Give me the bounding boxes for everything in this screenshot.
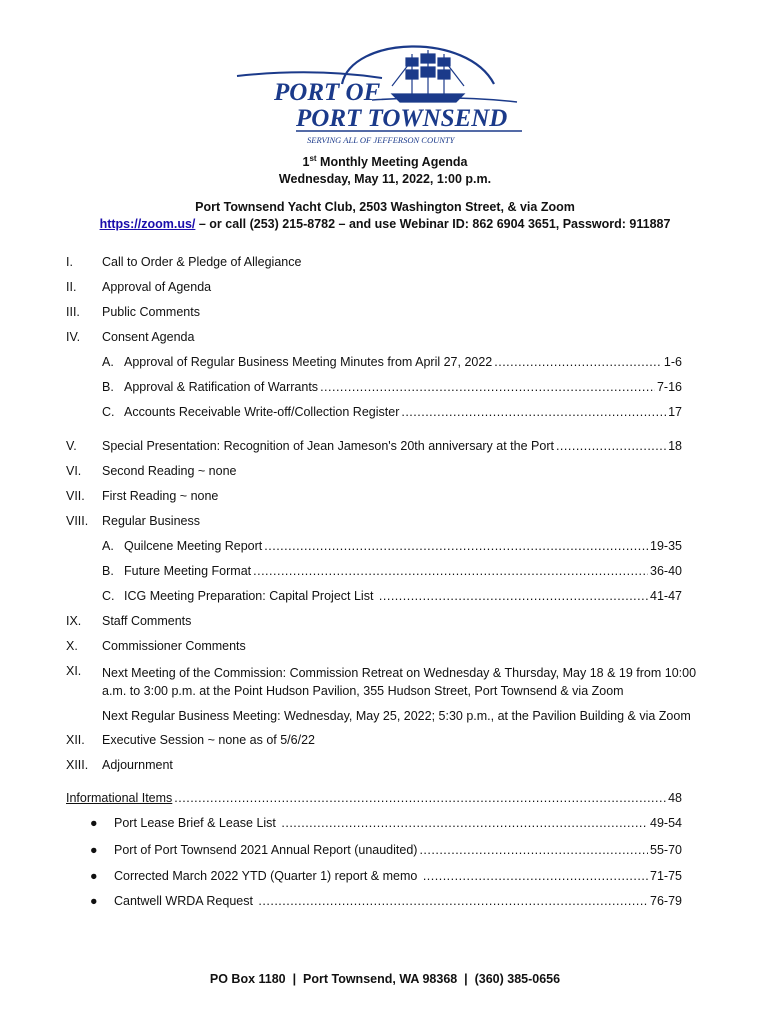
agenda-item-i: I. Call to Order & Pledge of Allegiance <box>66 255 302 269</box>
info-item: ● Cantwell WRDA Request ..... 76-79 <box>90 894 682 912</box>
agenda-item-vi: VI. Second Reading ~ none <box>66 464 237 478</box>
bullet-icon: ● <box>90 894 98 908</box>
next-regular-meeting: Next Regular Business Meeting: Wednesday, May 25, 2022; 5:30 p.m., at the Pavilion Building & via Zoom <box>102 709 691 723</box>
zoom-info: https://zoom.us/ – or call (253) 215-8782 – and use Webinar ID: 862 6904 3651, Password: 911887 <box>99 217 671 231</box>
bullet-icon: ● <box>90 843 98 857</box>
meeting-title: 1st Monthly Meeting Agenda <box>302 153 468 169</box>
meeting-date: Wednesday, May 11, 2022, 1:00 p.m. <box>278 172 492 186</box>
agenda-item-ix: IX. Staff Comments <box>66 614 192 628</box>
agenda-item-viii-b: B. Future Meeting Format ..... 36-40 <box>102 564 682 582</box>
agenda-item-v: V. Special Presentation: Recognition of Jean Jameson's 20th anniversary at the Port ..... 18 <box>66 439 682 457</box>
bullet-icon: ● <box>90 869 98 883</box>
info-item: ● Port of Port Townsend 2021 Annual Report (unaudited) ..... 55-70 <box>90 843 682 861</box>
agenda-item-vii: VII. First Reading ~ none <box>66 489 219 503</box>
logo-line2: PORT TOWNSEND <box>296 105 508 132</box>
agenda-item-iv-b: B. Approval & Ratification of Warrants ..... 7-16 <box>102 380 682 398</box>
meeting-location: Port Townsend Yacht Club, 2503 Washington Street, & via Zoom <box>195 200 575 214</box>
bullet-icon: ● <box>90 816 98 830</box>
agenda-item-iv: IV. Consent Agenda <box>66 330 195 344</box>
port-logo <box>232 40 532 148</box>
agenda-item-iii: III. Public Comments <box>66 305 200 319</box>
agenda-item-x: X. Commissioner Comments <box>66 639 246 653</box>
agenda-item-xiii: XIII. Adjournment <box>66 758 173 772</box>
agenda-item-xi-num: XI. <box>66 664 82 678</box>
agenda-item-viii: VIII. Regular Business <box>66 514 200 528</box>
agenda-item-xi: Next Meeting of the Commission: Commission Retreat on Wednesday & Thursday, May 18 & 19 from 10:00 a.m. to 3:00 p.m. at the Point Hudson Pavilion, 355 Hudson Street, Port Townsend & via Zoom <box>102 666 697 698</box>
agenda-item-ii: II. Approval of Agenda <box>66 280 212 294</box>
logo-tagline: SERVING ALL OF JEFFERSON COUNTY <box>307 135 455 145</box>
agenda-item-viii-a: A. Quilcene Meeting Report ..... 19-35 <box>102 539 682 557</box>
agenda-item-xii: XII. Executive Session ~ none as of 5/6/22 <box>66 733 315 747</box>
ship-icon <box>392 50 464 102</box>
info-item: ● Port Lease Brief & Lease List ..... 49-54 <box>90 816 682 834</box>
agenda-item-viii-c: C. ICG Meeting Preparation: Capital Project List ..... 41-47 <box>102 589 682 607</box>
logo-line1: PORT OF <box>274 79 381 106</box>
agenda-item-iv-a: A. Approval of Regular Business Meeting Minutes from April 27, 2022 ..... 1-6 <box>102 355 682 373</box>
footer-contact: PO Box 1180 | Port Townsend, WA 98368 | (360) 385-0656 <box>209 972 561 986</box>
info-item: ● Corrected March 2022 YTD (Quarter 1) report & memo ..... 71-75 <box>90 869 682 887</box>
agenda-item-iv-c: C. Accounts Receivable Write-off/Collection Register ..... 17 <box>102 405 682 423</box>
informational-items: Informational Items ..... 48 <box>66 791 682 809</box>
zoom-link[interactable]: https://zoom.us/ <box>99 217 196 231</box>
